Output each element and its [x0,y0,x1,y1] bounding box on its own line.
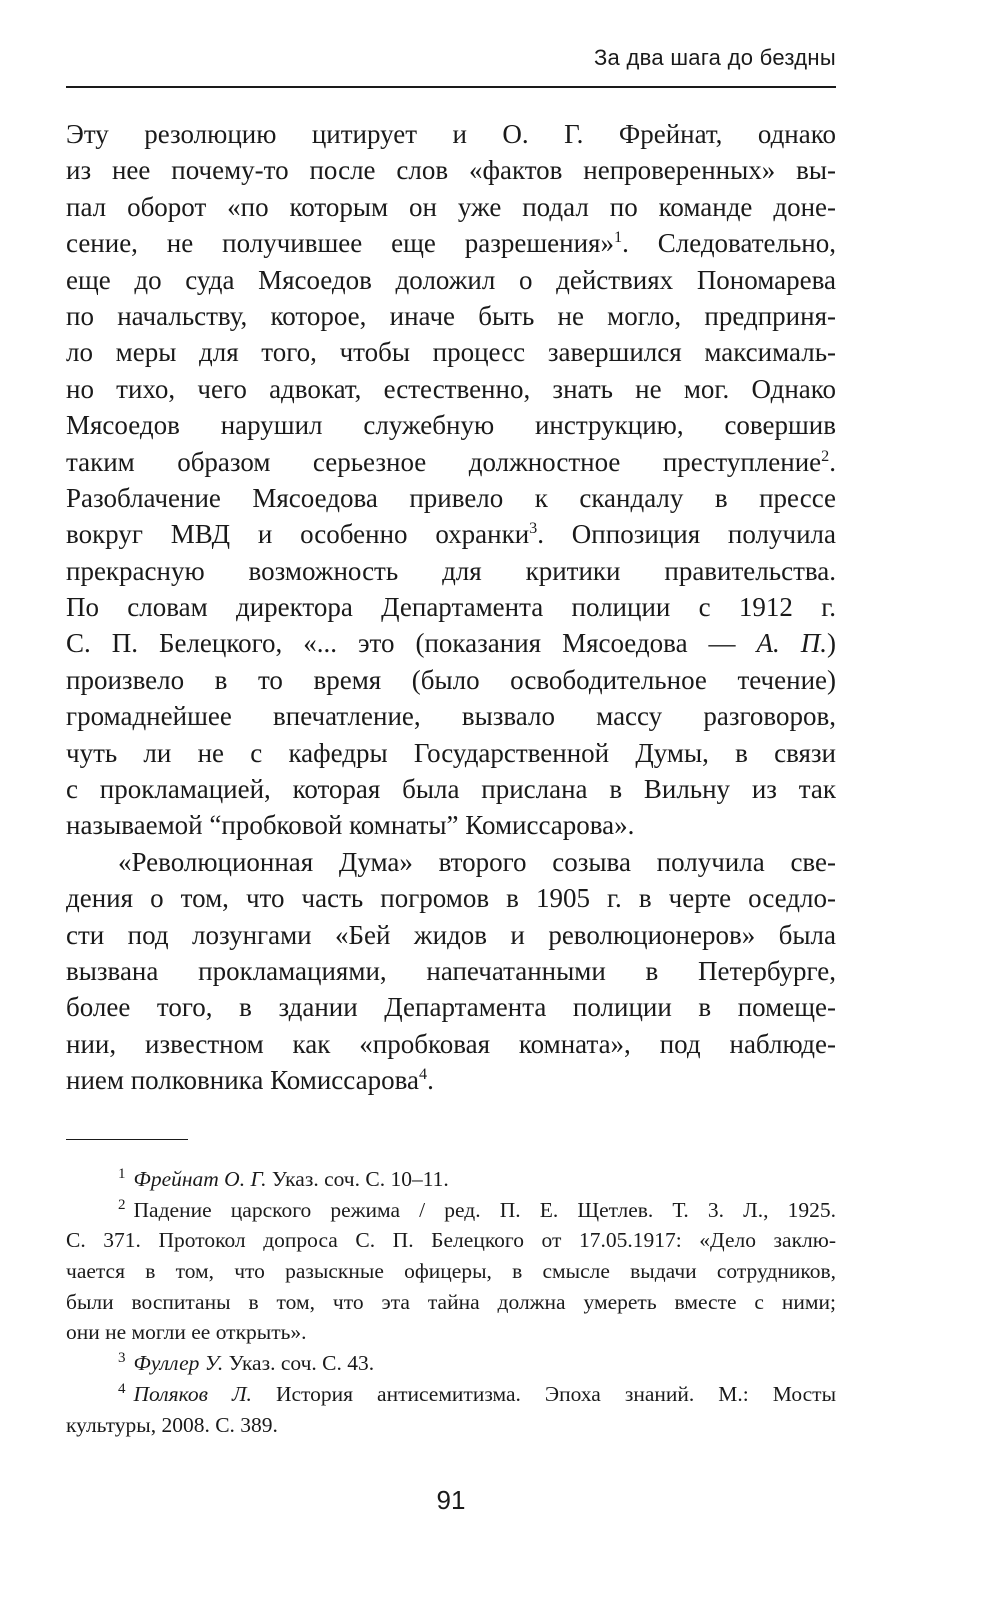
text-line [66,116,836,152]
main-text [66,116,836,1099]
text-fragment: с прокламацией, которая была прислана в Вильну из так [66,774,836,805]
text-line [66,262,836,298]
text-line [66,371,836,407]
footnote-ref: 2 [821,446,830,465]
text-line [66,735,836,771]
text-fragment: вокруг МВД и особенно охранки [66,519,530,550]
text-fragment: . [427,1065,434,1096]
footnote-number: 3 [118,1349,126,1366]
footnote-text: культуры, 2008. С. 389. [66,1412,278,1437]
footnote-number: 2 [118,1196,126,1213]
text-line [66,1026,836,1062]
text-line [66,1062,836,1098]
text-line [66,880,836,916]
footnote-4 [66,1379,836,1410]
footnote-number: 4 [118,1380,126,1397]
text-fragment: произвело в то время (было освободительное течение) [66,664,836,695]
italic-initials: А. П. [756,628,827,659]
footnote-ref: 1 [613,228,623,247]
footnote-2-line [66,1317,836,1348]
text-line [66,844,836,880]
text-fragment: вызвана прокламациями, напечатанными в Петербурге, [66,955,836,986]
page-number: 91 [436,1485,466,1515]
footnote-text: С. 371. Протокол допроса С. П. Белецкого от 17.05.1917: «Дело заклю- [66,1228,836,1253]
footnote-text: История антисемитизма. Эпоха знаний. М.: Мосты [275,1381,836,1406]
footnote-2 [66,1195,836,1226]
text-line [66,407,836,443]
text-line [66,807,836,843]
footnote-rule [66,1139,188,1140]
text-fragment: пал оборот «по которым он уже подал по команде доне- [66,191,836,222]
footnote-text: были воспитаны в том, что эта тайна должна умереть вместе с ними; [66,1289,836,1314]
text-fragment: ло меры для того, чтобы процесс завершился максималь- [66,337,836,368]
text-line [66,625,836,661]
text-line [66,989,836,1025]
text-fragment: По словам директора Департамента полиции с 1912 г. [66,592,836,623]
text-fragment: «Революционная Дума» второго созыва получила све- [118,846,836,877]
text-line [66,698,836,734]
text-fragment: Разоблачение Мясоедова привело к скандалу в прессе [66,482,836,513]
text-fragment: прекрасную возможность для критики правительства. [66,555,836,586]
footnote-text: они не могли ее открыть». [66,1320,307,1345]
footnote-2-line [66,1225,836,1256]
footnote-2-line [66,1256,836,1287]
text-fragment: более того, в здании Департамента полиции в помеще- [66,992,836,1023]
text-fragment: Мясоедов нарушил служебную инструкцию, совершив [66,410,836,441]
text-fragment: ) [827,628,836,659]
footnote-author: Поляков Л. [133,1381,252,1406]
text-line [66,480,836,516]
text-fragment: . Следовательно, [622,228,836,259]
text-line [66,298,836,334]
text-fragment: еще до суда Мясоедов доложил о действиях Пономарева [66,264,836,295]
footnote-4-line [66,1410,836,1441]
text-fragment: чуть ли не с кафедры Государственной Думы, в связи [66,737,836,768]
footnote-ref: 3 [529,519,538,538]
text-fragment: называемой “пробковой комнаты” Комиссарова». [66,810,635,841]
text-fragment: нии, известном как «пробковая комната», под наблюде- [66,1028,836,1059]
header-rule [66,86,836,88]
text-fragment: по начальству, которое, иначе быть не могло, предприня- [66,300,836,331]
text-fragment: из нее почему-то после слов «фактов непроверенных» вы- [66,155,836,186]
text-line [66,444,836,480]
text-fragment: таким образом серьезное должностное преступление [66,446,822,477]
running-title: За два шага до бездны [593,45,836,70]
footnotes [66,1164,836,1440]
footnote-author: Фрейнат О. Г. [133,1167,267,1191]
footnote-2-line [66,1287,836,1318]
text-fragment: громаднейшее впечатление, вызвало массу разговоров, [66,701,836,732]
footnote-text: чается в том, что разыскные офицеры, в смысле выдачи сотрудников, [66,1259,836,1284]
text-line [66,662,836,698]
text-fragment: сти под лозунгами «Бей жидов и революционеров» была [66,919,836,950]
footnote-text: Падение царского режима / ред. П. Е. Щетлев. Т. 3. Л., 1925. [133,1197,836,1222]
footnote-ref: 4 [418,1065,428,1084]
footnote-text: Указ. соч. С. 10–11. [271,1167,449,1191]
footnote-number: 1 [118,1165,126,1182]
text-fragment: Эту резолюцию цитирует и О. Г. Фрейнат, однако [66,119,836,149]
footnote-1 [66,1164,836,1195]
text-line [66,334,836,370]
text-line [66,917,836,953]
text-fragment: нием полковника Комиссарова [66,1065,419,1096]
text-fragment: . [829,446,836,477]
text-fragment: но тихо, чего адвокат, естественно, знать не мог. Однако [66,373,836,404]
text-line [66,189,836,225]
footnote-author: Фуллер У. [133,1351,224,1376]
text-fragment: С. П. Белецкого, «... это (показания Мясоедова — [66,628,757,659]
text-fragment: сение, не получившее еще разрешения» [66,228,614,259]
text-line [66,589,836,625]
text-line [66,771,836,807]
text-fragment: дения о том, что часть погромов в 1905 г. в черте оседло- [66,883,836,914]
footnote-3 [66,1348,836,1379]
text-line [66,225,836,261]
text-line [66,953,836,989]
text-fragment: . Оппозиция получила [537,519,836,550]
footnote-text: Указ. соч. С. 43. [228,1351,375,1376]
text-line [66,516,836,552]
text-line [66,152,836,188]
text-line [66,553,836,589]
